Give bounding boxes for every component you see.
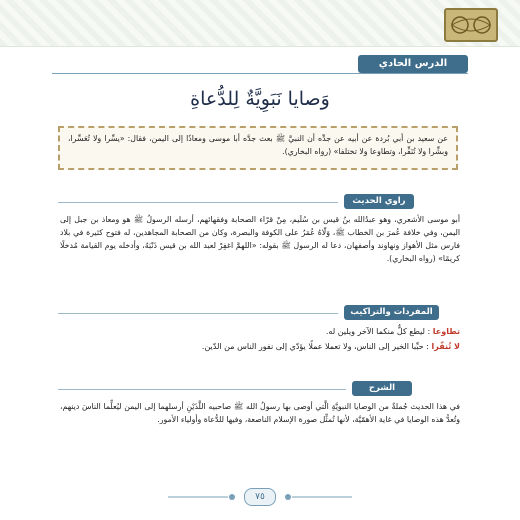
decorative-header-band xyxy=(0,0,520,47)
ornament-icon xyxy=(444,8,498,42)
vocabulary-definition: : حبِّبا الخير إلى الناس، ولا تعملا عملًا يؤدّي إلى نفور الناس من الدّين. xyxy=(201,342,429,351)
page-title: وَصايا نَبَوِيَّةٌ لِلدُّعاةِ xyxy=(190,88,330,110)
vocabulary-list xyxy=(60,324,460,364)
page-footer xyxy=(0,488,520,506)
divider xyxy=(58,202,338,203)
section-heading-vocabulary: المفردات والتراكيب xyxy=(344,305,439,320)
vocabulary-item xyxy=(60,339,460,354)
vocabulary-item xyxy=(60,324,460,339)
divider xyxy=(58,389,346,390)
page-number: ٧٥ xyxy=(244,488,276,506)
explanation-paragraph: في هذا الحديث جُملةٌ من الوصايا النبويَّةِ الَّتي أوصى بها رسولُ الله ﷺ صاحبيه اللَّذَيْنِ أرسلهما إلى اليمن ليُعلِّما الناسَ دينهم، وتُعدُّ هذه الوصايا في غاية الأهمّيَّة، لأنها تُمثِّل صورة الإسلام الناصعة، وفيها للدُّعاة وأولياء الأمور. xyxy=(60,402,460,424)
hadith-text-box xyxy=(58,126,458,170)
vocabulary-term: تطاوعا xyxy=(432,327,460,336)
hadith-text: عن سعيد بن أبي بُردة عن أبيه عن جدِّه أن النبيَّ ﷺ بعث جدَّه أبا موسى ومعاذًا إلى اليمن، فقال: «يسِّرا ولا تُعَسِّرا، وبشِّرا ولا تُنَفِّرا، وتطاوعا ولا تختلفا» (رواه البخاري). xyxy=(68,134,448,156)
section-heading-explanation: الشرح xyxy=(352,381,412,396)
lesson-label: الدرس الحادي والعشرون xyxy=(358,55,468,73)
divider xyxy=(58,313,338,314)
vocabulary-definition: : ليطع كلٌّ منكما الآخر ويلين له. xyxy=(325,327,431,336)
flourish-icon xyxy=(282,493,352,501)
divider xyxy=(52,73,468,74)
narrator-paragraph: أبو موسى الأشعري، وهو عبدُالله بنُ قيس بن سُلَيم، مِنْ قرّاء الصحابة وفقهائهم، أرسله الرسولُ ﷺ هو ومعاذ بن جبل إلى اليمن، وفي خلافة عُمرَ بن الخطاب ﷺ، وَلّاهُ عُمَرُ على الكوفة والبصرة، وكان من الصحابة المجاهدين، له فتوح كثيرة في بلاد فارس مثل الأهواز ونهاوند وأصفهان، دعا له الرسول ﷺ بقوله: «اللهمَّ اغفِرْ لعبد الله بن قيس ذَنْبَهُ، وأدخله يوم القيامة مُدخلًا كريمًا» (رواه البخاري). xyxy=(60,215,460,263)
flourish-icon xyxy=(168,493,238,501)
vocabulary-term: لا تُنفّرا xyxy=(431,342,460,351)
section-heading-narrator: راوي الحديث xyxy=(344,194,414,209)
